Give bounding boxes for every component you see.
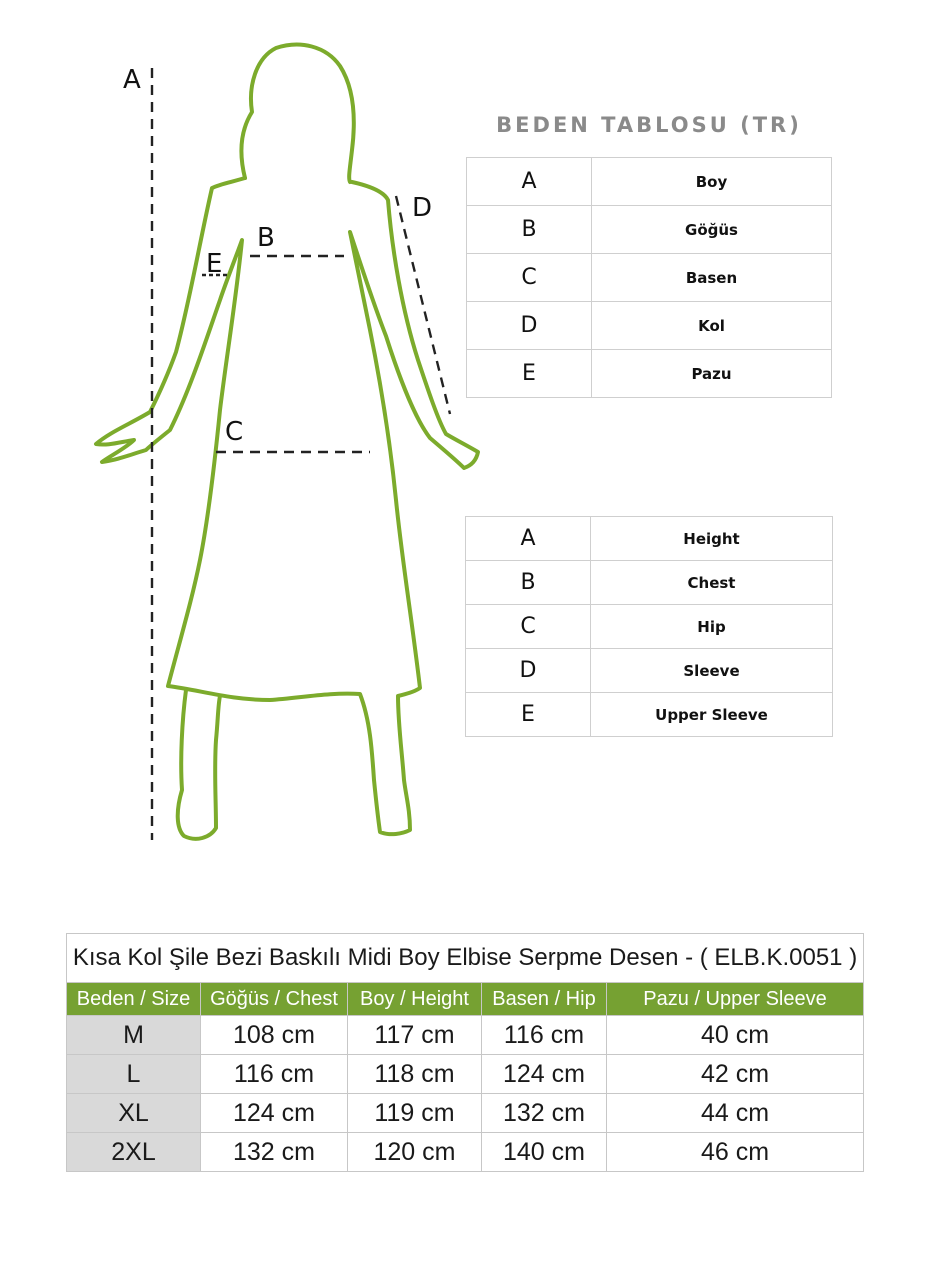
chest-cell: 132 cm bbox=[201, 1133, 348, 1172]
legend-key: B bbox=[467, 206, 592, 254]
legend-value: Height bbox=[591, 517, 833, 561]
head-outline bbox=[241, 45, 353, 182]
legend-value: Hip bbox=[591, 605, 833, 649]
label-e: E bbox=[206, 249, 223, 279]
legend-key: C bbox=[466, 605, 591, 649]
en-legend-row bbox=[466, 649, 833, 693]
upper-sleeve-cell: 46 cm bbox=[607, 1133, 864, 1172]
hip-cell: 132 cm bbox=[482, 1094, 607, 1133]
header-size: Beden / Size bbox=[67, 983, 201, 1016]
en-legend-table bbox=[465, 516, 833, 737]
tr-legend-row bbox=[467, 158, 832, 206]
label-a: A bbox=[123, 65, 141, 95]
legend-value: Basen bbox=[592, 254, 832, 302]
label-b: B bbox=[257, 223, 275, 253]
legend-key: B bbox=[466, 561, 591, 605]
table-row bbox=[67, 1055, 864, 1094]
product-title: Kısa Kol Şile Bezi Baskılı Midi Boy Elbise Serpme Desen - ( ELB.K.0051 ) bbox=[67, 934, 864, 983]
en-legend-row bbox=[466, 517, 833, 561]
chest-cell: 124 cm bbox=[201, 1094, 348, 1133]
legend-key: A bbox=[467, 158, 592, 206]
size-chart-table bbox=[66, 933, 864, 1172]
tr-legend-row bbox=[467, 302, 832, 350]
legend-value: Upper Sleeve bbox=[591, 693, 833, 737]
table-row bbox=[67, 1016, 864, 1055]
tr-legend-table bbox=[466, 157, 832, 398]
legend-value: Pazu bbox=[592, 350, 832, 398]
hip-cell: 140 cm bbox=[482, 1133, 607, 1172]
en-legend-row bbox=[466, 561, 833, 605]
dress-silhouette bbox=[96, 45, 478, 839]
tr-table-title: BEDEN TABLOSU (TR) bbox=[496, 113, 802, 137]
table-row bbox=[67, 1094, 864, 1133]
legend-key: E bbox=[467, 350, 592, 398]
chest-cell: 108 cm bbox=[201, 1016, 348, 1055]
height-cell: 119 cm bbox=[348, 1094, 482, 1133]
header-upper-sleeve: Pazu / Upper Sleeve bbox=[607, 983, 864, 1016]
table-row bbox=[67, 1133, 864, 1172]
legend-value: Göğüs bbox=[592, 206, 832, 254]
legend-key: C bbox=[467, 254, 592, 302]
legend-value: Sleeve bbox=[591, 649, 833, 693]
height-cell: 118 cm bbox=[348, 1055, 482, 1094]
header-hip: Basen / Hip bbox=[482, 983, 607, 1016]
legend-value: Chest bbox=[591, 561, 833, 605]
size-chart-header bbox=[67, 983, 864, 1016]
legend-value: Kol bbox=[592, 302, 832, 350]
legend-key: E bbox=[466, 693, 591, 737]
header-chest: Göğüs / Chest bbox=[201, 983, 348, 1016]
height-cell: 117 cm bbox=[348, 1016, 482, 1055]
en-legend-row bbox=[466, 605, 833, 649]
legend-key: D bbox=[466, 649, 591, 693]
legend-key: A bbox=[466, 517, 591, 561]
measurement-letters bbox=[123, 65, 432, 447]
legend-key: D bbox=[467, 302, 592, 350]
height-cell: 120 cm bbox=[348, 1133, 482, 1172]
left-leg-outline bbox=[178, 690, 220, 839]
size-cell: 2XL bbox=[67, 1133, 201, 1172]
en-legend-row bbox=[466, 693, 833, 737]
tr-legend-row bbox=[467, 206, 832, 254]
header-height: Boy / Height bbox=[348, 983, 482, 1016]
size-cell: XL bbox=[67, 1094, 201, 1133]
size-cell: L bbox=[67, 1055, 201, 1094]
upper-sleeve-cell: 44 cm bbox=[607, 1094, 864, 1133]
hip-cell: 116 cm bbox=[482, 1016, 607, 1055]
tr-legend-row bbox=[467, 350, 832, 398]
label-c: C bbox=[225, 417, 244, 447]
label-d: D bbox=[412, 193, 433, 223]
measurement-guides bbox=[152, 68, 450, 840]
tr-legend-row bbox=[467, 254, 832, 302]
upper-sleeve-cell: 42 cm bbox=[607, 1055, 864, 1094]
chest-cell: 116 cm bbox=[201, 1055, 348, 1094]
body-outline bbox=[96, 178, 478, 834]
hip-cell: 124 cm bbox=[482, 1055, 607, 1094]
legend-value: Boy bbox=[592, 158, 832, 206]
upper-sleeve-cell: 40 cm bbox=[607, 1016, 864, 1055]
size-cell: M bbox=[67, 1016, 201, 1055]
